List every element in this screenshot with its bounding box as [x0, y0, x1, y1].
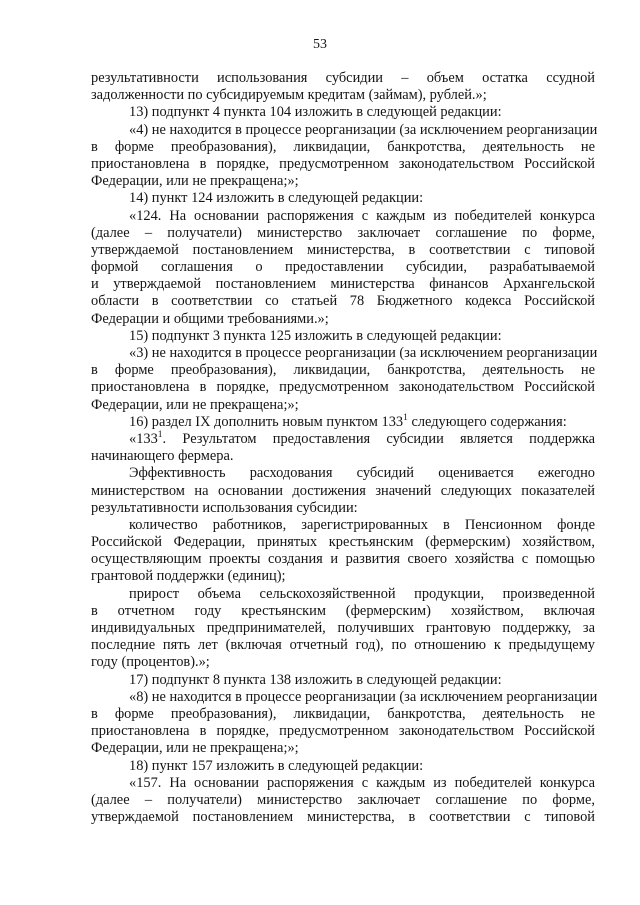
line-text: приостановлена в порядке, предусмотренном законодательством Российской: [91, 155, 595, 172]
line-text: утверждаемой постановлением министерства, в соответствии с типовой: [91, 809, 595, 826]
text-line: [91, 568, 595, 585]
text-line: [91, 534, 595, 551]
line-text: количество работников, зарегистрированных в Пенсионном фонде: [129, 516, 595, 533]
line-text-continued: . Результатом предоставления субсидии является поддержка: [162, 430, 595, 447]
text-line: [91, 654, 595, 671]
line-text: «3) не находится в процессе реорганизации (за исключением реорганизации: [129, 345, 598, 361]
text-line: [91, 293, 595, 310]
line-text: утверждаемой постановлением министерства, в соответствии с типовой: [91, 241, 595, 258]
line-text: Эффективность расходования субсидий оценивается ежегодно: [129, 465, 595, 482]
text-line: [91, 121, 598, 139]
line-text: прирост объема сельскохозяйственной продукции, произведенной: [129, 585, 595, 602]
line-text: 14) пункт 124 изложить в следующей редакции:: [129, 190, 424, 207]
text-line: [91, 225, 595, 242]
line-text: осуществляющим проекты создания и развития своего хозяйства с помощью: [91, 551, 595, 568]
text-line: [91, 758, 595, 775]
line-text: 13) подпункт 4 пункта 104 изложить в следующей редакции:: [129, 104, 502, 121]
line-text: Российской Федерации, принятых крестьянским (фермерским) хозяйством,: [91, 534, 595, 551]
text-line: [91, 87, 595, 104]
text-line: [91, 397, 595, 414]
line-text: в форме преобразования), ликвидации, банкротства, деятельность не: [91, 138, 595, 155]
document-body: [91, 70, 598, 826]
line-text: «157. На основании распоряжения с каждым из победителей конкурса: [129, 774, 595, 791]
line-text: министерством на основании достижения значений следующих показателей: [91, 482, 595, 499]
line-text: области в соответствии со статьей 78 Бюджетного кодекса Российской: [91, 293, 595, 310]
text-line: [91, 551, 595, 568]
text-line: [91, 483, 595, 500]
line-text: индивидуальных предпринимателей, получивших грантовую поддержку, за: [91, 620, 595, 636]
text-line: [91, 173, 595, 190]
text-line: [91, 586, 595, 603]
text-line: [91, 345, 598, 362]
line-text: в отчетном году крестьянским (фермерским) хозяйством, включая: [91, 602, 595, 619]
text-line: [91, 311, 595, 328]
line-text: «133: [129, 430, 158, 447]
text-line: [91, 775, 595, 792]
line-text: 15) подпункт 3 пункта 125 изложить в следующей редакции:: [129, 327, 502, 344]
text-line: [91, 104, 595, 121]
line-text: (далее – получатели) министерство заключает соглашение по форме,: [91, 791, 595, 808]
text-line: [91, 465, 595, 482]
line-text: Федерации и общими требованиями.»;: [91, 310, 329, 327]
line-text: «124. На основании распоряжения с каждым из победителей конкурса: [129, 207, 595, 224]
text-line: [91, 379, 595, 396]
line-text: Федерации, или не прекращена;»;: [91, 396, 299, 413]
text-line: [91, 208, 595, 225]
text-line: [91, 362, 595, 379]
line-text: «4) не находится в процессе реорганизации (за исключением реорганизации: [129, 121, 598, 138]
line-text: в форме преобразования), ликвидации, банкротства, деятельность не: [91, 362, 595, 379]
text-line: [91, 448, 595, 465]
line-text: 17) подпункт 8 пункта 138 изложить в следующей редакции:: [129, 671, 502, 688]
line-text: задолженности по субсидируемым кредитам (займам), рублей.»;: [91, 87, 487, 104]
text-line: [91, 414, 595, 431]
superscript: 1: [157, 429, 163, 440]
page-number: 53: [313, 37, 327, 52]
text-line: [91, 637, 595, 654]
superscript: 1: [403, 412, 408, 423]
line-text: Федерации, или не прекращена;»;: [91, 740, 299, 757]
line-text: последние пять лет (включая отчетный год), по отношению к предыдущему: [91, 637, 595, 654]
line-text: формой соглашения о предоставлении субсидии, разрабатываемой: [91, 259, 595, 276]
line-text: году (процентов).»;: [91, 654, 210, 671]
line-text-continued: следующего содержания:: [407, 413, 567, 430]
text-line: [91, 740, 595, 757]
text-line: [91, 723, 595, 740]
text-line: [91, 688, 598, 706]
text-line: [91, 706, 595, 723]
text-line: [91, 809, 595, 826]
text-line: [91, 620, 595, 637]
text-line: [91, 190, 595, 207]
line-text: и утверждаемой постановлением министерства финансов Архангельской: [91, 276, 595, 293]
line-text: 16) раздел IX дополнить новым пунктом 133: [129, 413, 404, 430]
text-line: [91, 792, 595, 809]
text-line: [91, 328, 595, 345]
line-text: приостановлена в порядке, предусмотренном законодательством Российской: [91, 379, 595, 396]
text-line: [91, 500, 595, 517]
text-line: [91, 603, 595, 620]
text-line: [91, 517, 595, 534]
text-line: [91, 672, 595, 689]
line-text: результативности использования субсидии:: [91, 499, 358, 516]
line-text: приостановлена в порядке, предусмотренном законодательством Российской: [91, 723, 595, 740]
text-line: [91, 139, 595, 156]
text-line: [91, 259, 595, 276]
text-line: [91, 70, 595, 87]
line-text: в форме преобразования), ликвидации, банкротства, деятельность не: [91, 705, 595, 722]
line-text: (далее – получатели) министерство заключает соглашение по форме,: [91, 224, 595, 241]
line-text: начинающего фермера.: [91, 448, 234, 465]
line-text: грантовой поддержки (единиц);: [91, 568, 286, 585]
line-text: «8) не находится в процессе реорганизации (за исключением реорганизации: [129, 688, 598, 705]
text-line: [91, 156, 595, 173]
text-line: [91, 242, 595, 259]
text-line: [91, 276, 595, 293]
line-text: результативности использования субсидии – объем остатка ссудной: [91, 70, 595, 86]
line-text: Федерации, или не прекращена;»;: [91, 173, 299, 190]
text-line: [91, 431, 595, 448]
line-text: 18) пункт 157 изложить в следующей редакции:: [129, 757, 424, 774]
